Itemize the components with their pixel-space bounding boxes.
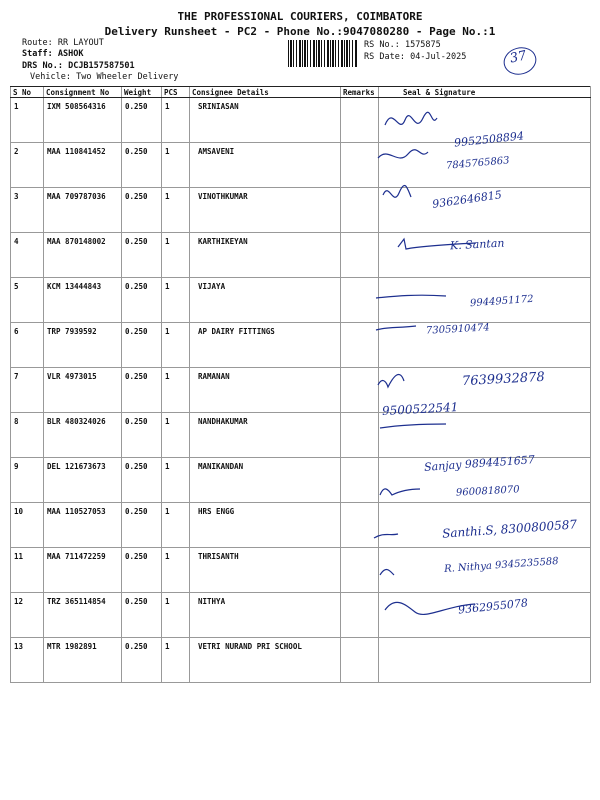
row-pcs: 1	[162, 638, 190, 683]
col-sno: S No	[11, 87, 44, 98]
vehicle-line	[30, 72, 178, 82]
row-remarks	[341, 278, 379, 323]
row-remarks	[341, 323, 379, 368]
table-row	[11, 413, 591, 458]
row-consignee: SRINIASAN	[190, 98, 341, 143]
rs-date-label: RS Date:	[364, 52, 405, 62]
row-consignee: KARTHIKEYAN	[190, 233, 341, 278]
handwritten-signature: 9362646815	[431, 188, 503, 211]
handwritten-signature: R. Nithya 9345235588	[443, 556, 559, 575]
handwritten-signature: 7305910474	[425, 322, 490, 337]
row-sno: 2	[11, 143, 44, 188]
row-pcs: 1	[162, 548, 190, 593]
row-pcs: 1	[162, 143, 190, 188]
rs-date-value: 04-Jul-2025	[410, 52, 467, 62]
staff-label: Staff:	[22, 49, 53, 59]
row-consignment: MAA 870148002	[44, 233, 122, 278]
row-remarks	[341, 143, 379, 188]
row-weight: 0.250	[122, 323, 162, 368]
row-pcs: 1	[162, 458, 190, 503]
staff-line	[22, 49, 83, 59]
row-remarks	[341, 503, 379, 548]
row-consignment: VLR 4973015	[44, 368, 122, 413]
row-consignment: IXM 508564316	[44, 98, 122, 143]
row-remarks	[341, 413, 379, 458]
row-remarks	[341, 638, 379, 683]
staff-value: ASHOK	[57, 49, 84, 59]
handwritten-signature: 9362955078	[457, 596, 529, 617]
row-consignee: VINOTHKUMAR	[190, 188, 341, 233]
table-row	[11, 188, 591, 233]
row-weight: 0.250	[122, 188, 162, 233]
row-weight: 0.250	[122, 233, 162, 278]
col-weight: Weight	[122, 87, 162, 98]
handwritten-signature: 9500522541	[381, 400, 459, 418]
table-row	[11, 638, 591, 683]
row-consignee: HRS ENGG	[190, 503, 341, 548]
handwritten-signature: 9944951172	[469, 293, 534, 310]
rs-no-value: 1575875	[404, 40, 441, 50]
handwritten-signature: 9952508894	[453, 129, 525, 150]
row-sno: 12	[11, 593, 44, 638]
row-consignment: MAA 711472259	[44, 548, 122, 593]
row-remarks	[341, 593, 379, 638]
row-sno: 7	[11, 368, 44, 413]
row-consignee: NITHYA	[190, 593, 341, 638]
col-consignee: Consignee Details	[190, 87, 341, 98]
row-remarks	[341, 233, 379, 278]
vehicle-label: Vehicle:	[30, 72, 71, 82]
row-pcs: 1	[162, 323, 190, 368]
handwritten-circle	[500, 44, 540, 78]
row-weight: 0.250	[122, 638, 162, 683]
route-line	[22, 38, 104, 48]
row-pcs: 1	[162, 368, 190, 413]
row-weight: 0.250	[122, 593, 162, 638]
row-signature-cell	[379, 638, 591, 683]
row-consignee: NANDHAKUMAR	[190, 413, 341, 458]
row-consignment: MAA 110841452	[44, 143, 122, 188]
row-consignee: AP DAIRY FITTINGS	[190, 323, 341, 368]
row-pcs: 1	[162, 188, 190, 233]
row-remarks	[341, 188, 379, 233]
rs-no-label: RS No.:	[364, 40, 400, 50]
handwritten-count: 37	[508, 48, 528, 67]
row-consignment: TRP 7939592	[44, 323, 122, 368]
row-signature-cell	[379, 413, 591, 458]
row-sno: 5	[11, 278, 44, 323]
handwritten-signature: 9600818070	[455, 484, 520, 499]
row-sno: 4	[11, 233, 44, 278]
table-row	[11, 323, 591, 368]
row-weight: 0.250	[122, 98, 162, 143]
row-sno: 3	[11, 188, 44, 233]
row-consignment: KCM 13444843	[44, 278, 122, 323]
col-signature: Seal & Signature	[379, 87, 591, 98]
row-weight: 0.250	[122, 368, 162, 413]
row-pcs: 1	[162, 503, 190, 548]
company-title: THE PROFESSIONAL COURIERS, COIMBATORE	[177, 10, 423, 23]
row-weight: 0.250	[122, 413, 162, 458]
rs-no-line	[364, 40, 441, 50]
row-weight: 0.250	[122, 503, 162, 548]
row-consignee: AMSAVENI	[190, 143, 341, 188]
row-consignee: VIJAYA	[190, 278, 341, 323]
row-sno: 9	[11, 458, 44, 503]
row-signature-cell	[379, 593, 591, 638]
row-sno: 10	[11, 503, 44, 548]
row-weight: 0.250	[122, 548, 162, 593]
row-remarks	[341, 368, 379, 413]
route-label: Route:	[22, 38, 53, 48]
rs-date-line	[364, 52, 466, 62]
handwritten-signature: Santhi.S, 8300800587	[441, 517, 578, 541]
row-weight: 0.250	[122, 143, 162, 188]
row-consignment: DEL 121673673	[44, 458, 122, 503]
row-consignment: MTR 1982891	[44, 638, 122, 683]
row-consignee: RAMANAN	[190, 368, 341, 413]
handwritten-signature: 7639932878	[461, 369, 546, 390]
row-pcs: 1	[162, 278, 190, 323]
col-pcs: PCS	[162, 87, 190, 98]
route-value: RR LAYOUT	[57, 38, 104, 48]
row-remarks	[341, 548, 379, 593]
handwritten-signature: 7845765863	[445, 155, 510, 172]
row-consignment: MAA 110527053	[44, 503, 122, 548]
row-remarks	[341, 98, 379, 143]
row-sno: 13	[11, 638, 44, 683]
row-sno: 6	[11, 323, 44, 368]
row-consignee: VETRI NURAND PRI SCHOOL	[190, 638, 341, 683]
barcode-image	[288, 40, 358, 67]
drs-label: DRS No.:	[22, 61, 63, 71]
row-weight: 0.250	[122, 458, 162, 503]
row-pcs: 1	[162, 413, 190, 458]
row-consignee: MANIKANDAN	[190, 458, 341, 503]
row-sno: 11	[11, 548, 44, 593]
row-sno: 1	[11, 98, 44, 143]
row-consignment: BLR 480324026	[44, 413, 122, 458]
row-consignment: TRZ 365114854	[44, 593, 122, 638]
row-remarks	[341, 458, 379, 503]
handwritten-signature: Sanjay 9894451657	[423, 453, 536, 474]
table-header-row	[11, 87, 591, 98]
row-pcs: 1	[162, 98, 190, 143]
runsheet-subtitle: Delivery Runsheet - PC2 - Phone No.:9047080280 - Page No.:1	[104, 25, 496, 38]
col-remarks: Remarks	[341, 87, 379, 98]
row-weight: 0.250	[122, 278, 162, 323]
col-consignment: Consignment No	[44, 87, 122, 98]
row-pcs: 1	[162, 593, 190, 638]
handwritten-signature: K. Santan	[449, 236, 505, 253]
vehicle-value: Two Wheeler Delivery	[76, 72, 179, 82]
row-consignment: MAA 709787036	[44, 188, 122, 233]
drs-value: DCJB157587501	[68, 61, 135, 71]
drs-line	[22, 61, 135, 71]
row-sno: 8	[11, 413, 44, 458]
row-consignee: THRISANTH	[190, 548, 341, 593]
row-pcs: 1	[162, 233, 190, 278]
